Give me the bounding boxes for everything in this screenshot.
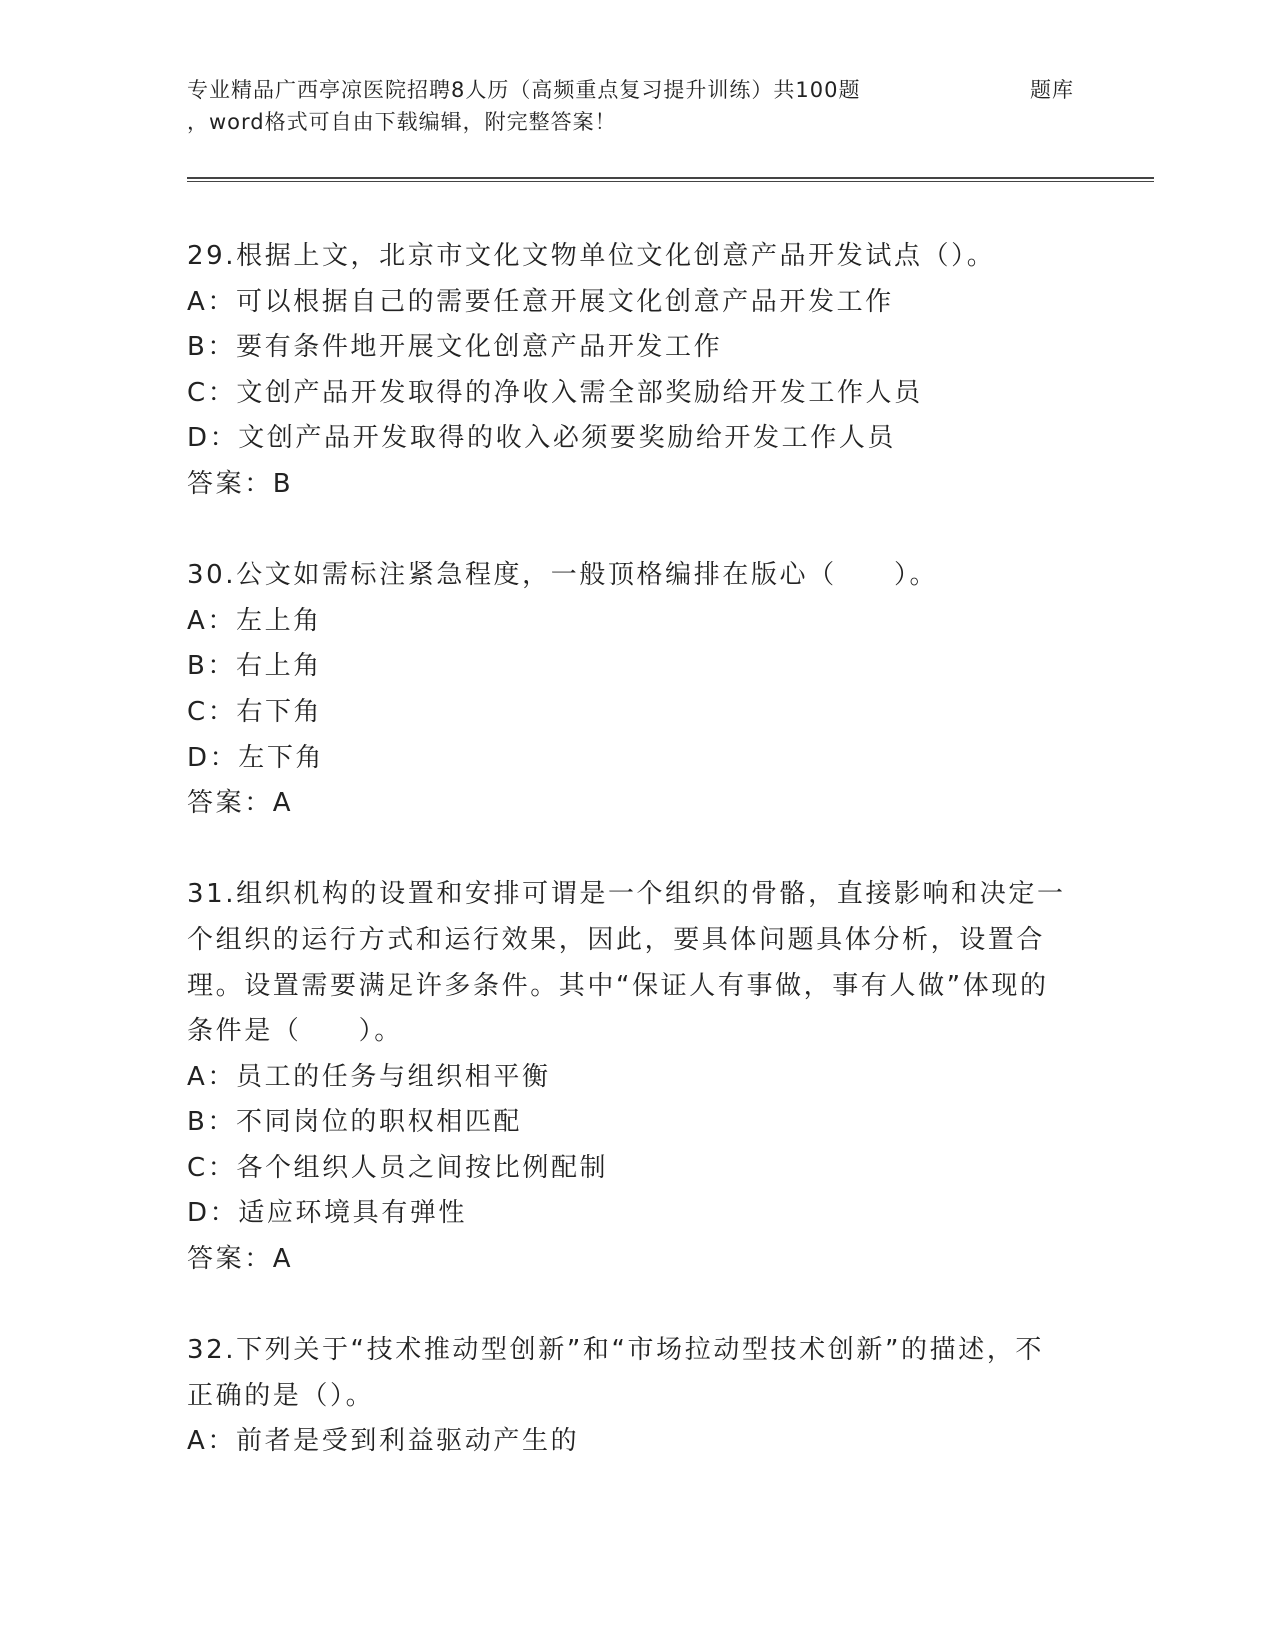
header-title: 专业精品广西亭凉医院招聘8人历（高频重点复习提升训练）共100题	[187, 78, 861, 102]
question-30	[187, 553, 1072, 827]
question-29	[187, 234, 1072, 508]
header-tag: 题库	[1030, 78, 1074, 102]
option-a: A：员工的任务与组织相平衡	[187, 1061, 551, 1092]
question-32	[187, 1328, 1072, 1465]
header-divider	[187, 177, 1154, 179]
option-a: A：可以根据自己的需要任意开展文化创意产品开发工作	[187, 286, 894, 317]
option-b: B：要有条件地开展文化创意产品开发工作	[187, 332, 723, 363]
option-b: B：不同岗位的职权相匹配	[187, 1107, 523, 1138]
question-text: 31.组织机构的设置和安排可谓是一个组织的骨骼，直接影响和决定一个组织的运行方式和运行效果，因此，要具体问题具体分析，设置合理。设置需要满足许多条件。其中“保证人有事做，事有人做”体现的条件是（ ）。	[187, 879, 1066, 1047]
question-text: 29.根据上文，北京市文化文物单位文化创意产品开发试点（）。	[187, 241, 996, 271]
option-d: D：左下角	[187, 742, 325, 773]
option-c: C：右下角	[187, 696, 323, 727]
answer: 答案：B	[187, 468, 294, 499]
question-text: 30.公文如需标注紧急程度，一般顶格编排在版心（ ）。	[187, 560, 939, 591]
page-header	[187, 74, 1087, 138]
header-divider-thin	[187, 181, 1154, 182]
option-b: B：右上角	[187, 651, 322, 682]
option-d: D：文创产品开发取得的收入必须要奖励给开发工作人员	[187, 423, 897, 454]
question-text: 32.下列关于“技术推动型创新”和“市场拉动型技术创新”的描述，不正确的是（）。	[187, 1335, 1045, 1411]
option-a: A：前者是受到利益驱动产生的	[187, 1426, 580, 1457]
answer: 答案：A	[187, 788, 294, 819]
option-a: A：左上角	[187, 605, 322, 636]
question-31	[187, 872, 1072, 1282]
option-c: C：文创产品开发取得的净收入需全部奖励给开发工作人员	[187, 377, 923, 408]
answer: 答案：A	[187, 1244, 294, 1275]
option-c: C：各个组织人员之间按比例配制	[187, 1152, 609, 1183]
header-subtitle: ，word格式可自由下载编辑，附完整答案！	[187, 110, 617, 134]
question-list	[187, 234, 1072, 1511]
option-d: D：适应环境具有弹性	[187, 1198, 468, 1229]
